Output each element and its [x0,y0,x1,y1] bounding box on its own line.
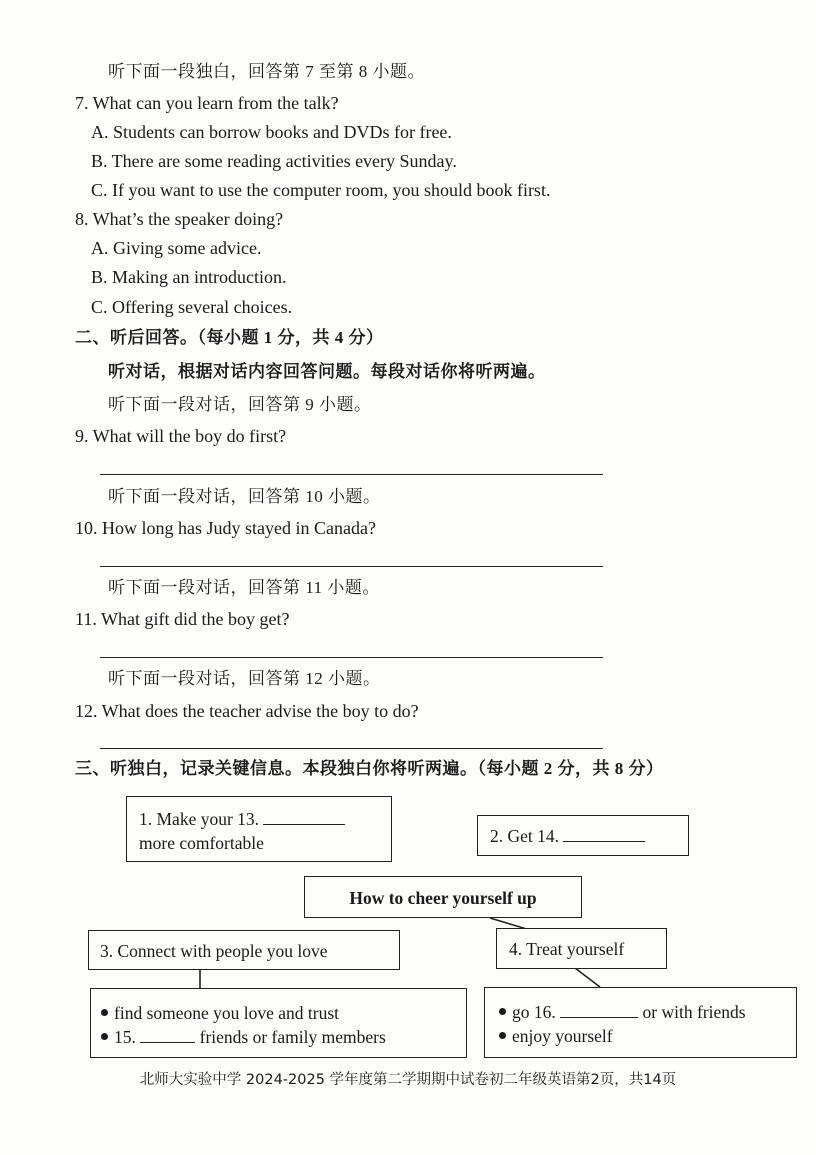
blank-15[interactable] [140,1028,195,1043]
section2-heading: 二、听后回答。（每小题 1 分，共 4 分） [75,328,384,347]
question-9: 9. What will the boy do first? [75,426,287,446]
intro-q9: 听下面一段对话，回答第 9 小题。 [108,395,372,414]
section2-instruction: 听对话，根据对话内容回答问题。每段对话你将听两遍。 [108,362,546,381]
diagram-box-3 [88,930,400,970]
bullet-icon [499,1008,506,1015]
bullet-icon [101,1033,108,1040]
q7-option-b: B. There are some reading activities every Sunday. [91,151,457,171]
box2-label: 2. Get 14. [490,826,560,846]
blank-16[interactable] [560,1003,638,1018]
page-footer: 北师大实验中学 2024-2025 学年度第二学期期中试卷初二年级英语第2页，共14页 [139,1072,677,1088]
intro-q10: 听下面一段对话，回答第 10 小题。 [108,487,381,506]
question-11: 11. What gift did the boy get? [75,609,290,629]
question-12: 12. What does the teacher advise the boy to do? [75,701,419,721]
diagram-box-4-detail [484,987,797,1058]
box1-label: 1. Make your 13. [139,809,260,829]
q8-option-a: A. Giving some advice. [91,238,262,258]
bullet-icon [101,1009,108,1016]
box3-detail-2: 15. friends or family members [101,1026,386,1048]
answer-line-9[interactable] [100,474,603,475]
box3-detail-1: find someone you love and trust [101,1002,339,1024]
diagram-box-4 [496,928,667,969]
answer-line-10[interactable] [100,566,603,567]
diagram-box-1 [126,796,392,862]
bullet-icon [499,1032,506,1039]
q7-option-c: C. If you want to use the computer room, you should book first. [91,180,551,200]
question-10: 10. How long has Judy stayed in Canada? [75,518,376,538]
answer-line-11[interactable] [100,657,603,658]
diagram-box-2 [477,815,689,856]
box3-label: 3. Connect with people you love [100,941,328,961]
box4-detail-2: enjoy yourself [499,1025,613,1047]
q7-option-a: A. Students can borrow books and DVDs for free. [91,122,452,142]
q8-option-c: C. Offering several choices. [91,297,293,317]
box4-label: 4. Treat yourself [509,939,625,959]
intro-q12: 听下面一段对话，回答第 12 小题。 [108,669,381,688]
intro-q11: 听下面一段对话，回答第 11 小题。 [108,578,380,597]
box1-line2: more comfortable [139,833,264,853]
question-8: 8. What’s the speaker doing? [75,209,284,229]
intro-q7-8: 听下面一段独白，回答第 7 至第 8 小题。 [108,62,425,81]
blank-14[interactable] [563,827,645,842]
diagram-title: How to cheer yourself up [349,888,537,908]
answer-line-12[interactable] [100,748,603,749]
blank-13[interactable] [263,810,345,825]
diagram-center-box [304,876,582,918]
q8-option-b: B. Making an introduction. [91,267,287,287]
box4-detail-1: go 16. or with friends [499,1001,746,1023]
question-7: 7. What can you learn from the talk? [75,93,339,113]
diagram-box-3-detail [90,988,467,1058]
section3-heading: 三、听独白，记录关键信息。本段独白你将听两遍。（每小题 2 分，共 8 分） [75,759,664,778]
